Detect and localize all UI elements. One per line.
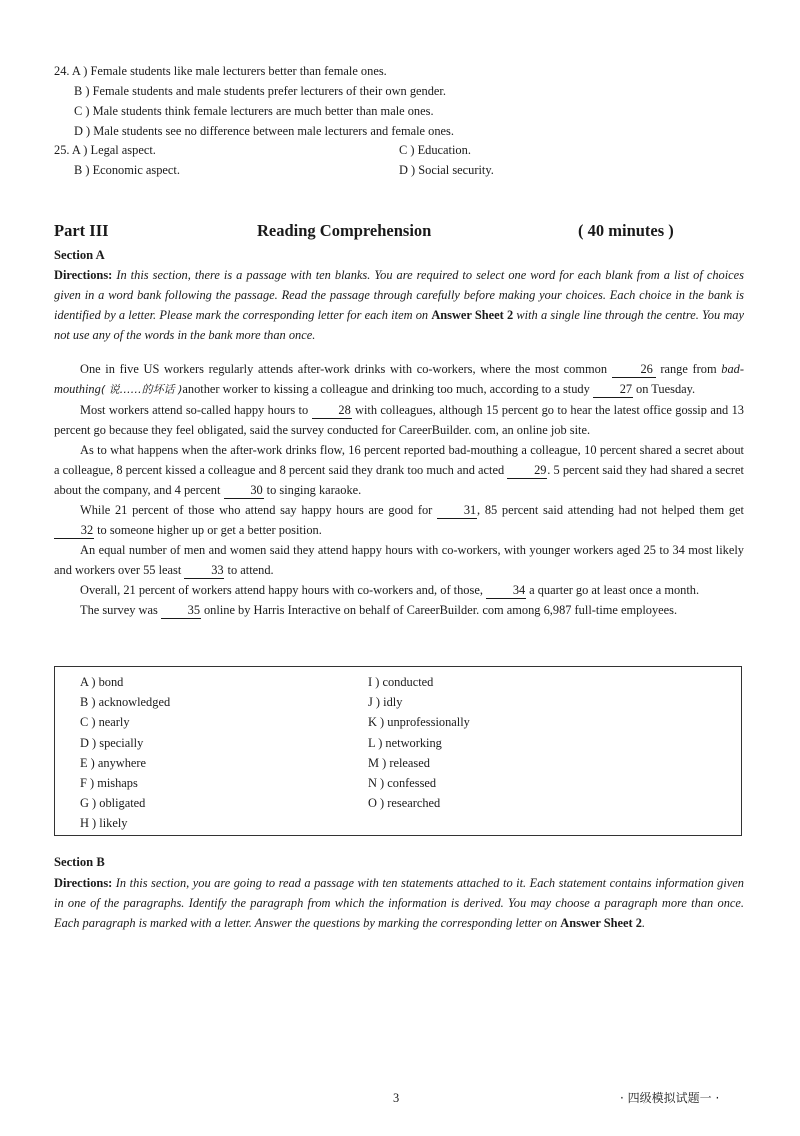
blank-31: 31	[437, 502, 477, 519]
directions-text: In this section, there is a passage with ten blanks. You are required to select one word for each blank from a list of choices given in a word bank following the passage. Read the passage through carefully before making your choices. Each choice in the bank is identified by a letter. Please mark the corresponding letter for each item on	[54, 268, 744, 322]
answer-sheet-ref: Answer Sheet 2	[431, 308, 514, 322]
option-b: B ) Female students and male students prefer lecturers of their own gender.	[74, 84, 446, 98]
option-b: B ) Economic aspect.	[74, 163, 180, 177]
directions-text: In this section, you are going to read a passage with ten statements attached to it. Each statement contains information given in one of the paragraphs. Identify the paragraph from which the information is derived. You may choose a paragraph more than once. Each paragraph is marked with a letter. Answer the questions by marking the corresponding letter on	[54, 876, 744, 930]
option-d: D ) Male students see no difference between male lecturers and female ones.	[74, 124, 454, 138]
word-bank-item: G ) obligated	[80, 796, 146, 811]
paragraph-7: The survey was 35 online by Harris Interactive on behalf of CareerBuilder. com among 6,987 full-time employees.	[80, 603, 678, 617]
blank-28: 28	[312, 402, 352, 419]
part-time: ( 40 minutes )	[578, 221, 674, 240]
passage	[54, 359, 744, 620]
word-bank-item: N ) confessed	[368, 776, 437, 791]
page-number: 3	[393, 1091, 400, 1105]
paragraph-5: An equal number of men and women said they attend happy hours with co-workers, with younger workers aged 25 to 34 most likely and workers over 55 least 33 to attend.	[54, 543, 744, 577]
paragraph-2: Most workers attend so-called happy hours to 28 with colleagues, although 15 percent go to hear the latest office gossip and 13 percent go because they feel obligated, said the survey conducted for CareerBuilder. com, an online job site.	[54, 403, 744, 437]
option-c: C ) Male students think female lecturers are much better than male ones.	[74, 104, 434, 118]
word-bank-item: L ) networking	[368, 735, 442, 750]
word-bank	[54, 666, 742, 836]
blank-33: 33	[184, 562, 224, 579]
paragraph-1: One in five US workers regularly attends after-work drinks with co-workers, where the most common 26 range from bad-mouthing( 说……的坏话 )another worker to kissing a colleague and drinking too much, according to a study 27 on Tuesday.	[54, 362, 744, 396]
section-b-directions	[54, 873, 744, 933]
option-c: C ) Education.	[399, 143, 471, 157]
blank-27: 27	[593, 381, 633, 398]
directions-label: Directions:	[54, 876, 113, 890]
section-a-directions	[54, 265, 744, 345]
answer-sheet-ref: Answer Sheet 2	[560, 916, 642, 930]
part-number: Part III	[54, 221, 109, 240]
word-bank-item: M ) released	[368, 755, 430, 770]
word-bank-left-column	[80, 672, 170, 834]
option-a: A ) Legal aspect.	[71, 143, 156, 157]
word-bank-right-column	[368, 672, 470, 813]
directions-text-end: with a single line through the centre. You may not use any of the words in the bank more than once.	[54, 308, 745, 342]
blank-34: 34	[486, 582, 526, 599]
word-bank-item: A ) bond	[80, 675, 124, 689]
paragraph-4: While 21 percent of those who attend say happy hours are good for 31, 85 percent said attending had not helped them get 32 to someone higher up or get a better position.	[54, 500, 744, 540]
question-number: 24.	[54, 64, 70, 78]
question-number: 25.	[54, 143, 70, 157]
blank-30: 30	[224, 482, 264, 499]
section-b-label: Section B	[54, 855, 105, 869]
word-bank-item: H ) likely	[80, 816, 128, 831]
word-bank-item: K ) unprofessionally	[368, 715, 470, 730]
word-bank-item: D ) specially	[80, 735, 144, 750]
word-bank-item: O ) researched	[368, 796, 441, 811]
blank-32: 32	[54, 522, 94, 539]
word-bank-item: C ) nearly	[80, 715, 130, 730]
word-bank-item: E ) anywhere	[80, 755, 147, 770]
blank-29: 29	[507, 462, 547, 479]
section-a-label: Section A	[54, 248, 105, 262]
question-25	[54, 140, 156, 160]
option-d: D ) Social security.	[399, 163, 494, 177]
directions-label: Directions:	[54, 268, 113, 282]
word-bank-item: J ) idly	[368, 695, 403, 710]
word-bank-item: F ) mishaps	[80, 776, 138, 791]
blank-26: 26	[612, 361, 656, 378]
blank-35: 35	[161, 602, 201, 619]
word-bank-item: I ) conducted	[368, 675, 434, 689]
question-24	[54, 61, 387, 81]
directions-text-end: .	[641, 916, 646, 930]
exam-title-footer: · 四级模拟试题一 ·	[620, 1091, 720, 1105]
part-title: Reading Comprehension	[257, 221, 432, 240]
paragraph-3: As to what happens when the after-work drinks flow, 16 percent reported bad-mouthing a colleague, 10 percent shared a secret about a colleague, 8 percent kissed a colleague and 8 percent said they drank too much and acted 29. 5 percent said they had shared a secret about the company, and 4 percent 30 to singing karaoke.	[54, 443, 744, 497]
word-bank-item: B ) acknowledged	[80, 695, 171, 710]
paragraph-6: Overall, 21 percent of workers attend happy hours with co-workers and, of those, 34 a quarter go at least once a month.	[80, 583, 700, 597]
option-a: A ) Female students like male lecturers better than female ones.	[71, 64, 387, 78]
